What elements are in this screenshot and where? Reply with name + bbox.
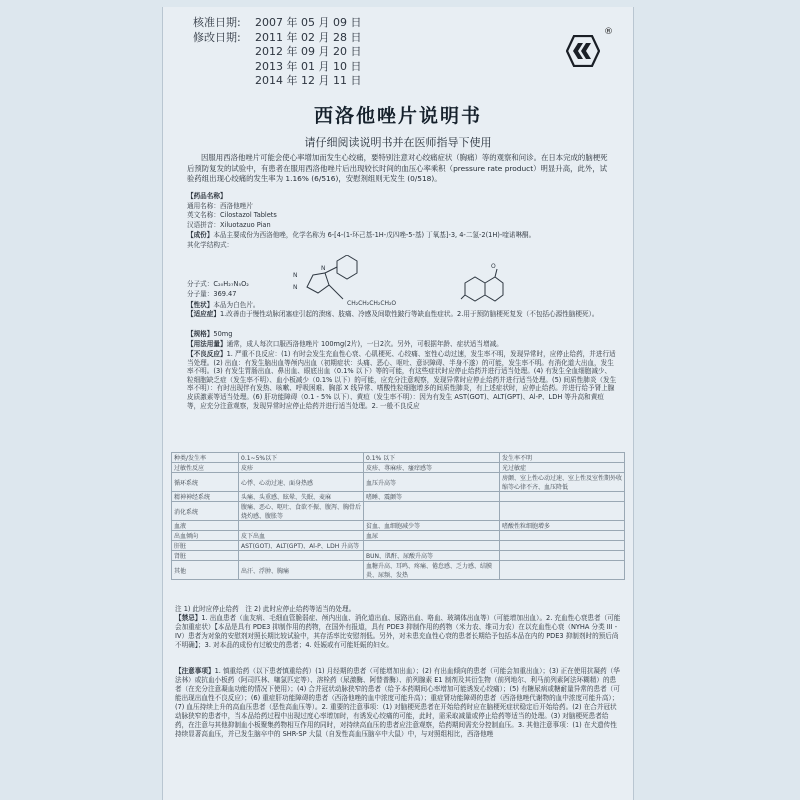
table-cell: 皮下出血 (239, 531, 364, 541)
section-heading: 【成份】 (187, 231, 214, 239)
adverse-section (187, 350, 617, 410)
table-cell: 房颤、室上性心动过速、室上性及室性期外收缩等心律不齐、血压降低 (500, 473, 625, 492)
table-cell: 肝脏 (172, 541, 239, 551)
table-row (172, 531, 625, 541)
table-cell: 过敏性反应 (172, 463, 239, 473)
table-row (172, 463, 625, 473)
adverse-text: 1. 严重不良反应：(1) 有时会发生充血性心衰、心肌梗死、心绞痛、室性心动过速，发生率不明，发现异常时，应停止给药，并进行适当处理。(2) 出血：有发生脑出血等颅内出血（初期症状：头痛、恶心、呕吐、意识障碍、半身不遂）的可能，发生率不明。有消化道大出血，发生率不明。(3) 有发生胃肠出血、鼻出血、眼底出血（0.1% 以下）等的可能，有这些症状时应停止给药并进行适当处理。(4) 有发生全血细胞减少、粒细胞缺乏症（发生率不明）、血小板减少（0.1% 以下）的可能，应充分注意观察，发现异常时应停止给药并进行适当处理。(5) 间质性肺炎（发生率不明）：有时出现伴有发热、咳嗽、呼吸困难、胸部 X 线异常、嗜酸性粒细胞增多的间质性肺炎，有上述症状时，应停止给药。并进行给予肾上腺皮质激素等适当处理。(6) 肝功能障碍（0.1 - 5% 以下）、黄疸（发生率不明）：因为有发生 AST(GOT)、ALT(GPT)、Al-P、LDH 等升高和黄疸等，应充分注意观察，发现异常时应停止给药并进行适当处理。2. 一般不良反应 (187, 350, 617, 410)
company-logo-icon (566, 35, 600, 67)
section-heading: 【禁忌】 (175, 614, 202, 622)
table-cell: 出汗、浮肿、胸痛 (239, 561, 364, 580)
indications-text: 1.改善由于慢性动脉闭塞症引起的溃疡、肢痛、冷感及间歇性跛行等缺血性症状。2.用于预防脑梗死复发（不包括心源性脑梗死）。 (219, 310, 599, 318)
date-label: 修改日期: (193, 30, 241, 44)
registered-mark: ® (604, 27, 613, 37)
section-heading: 【规格】 (187, 330, 214, 338)
traits-text: 本品为白色片。 (213, 301, 260, 309)
formula-section (187, 280, 617, 299)
drug-name-section (187, 192, 617, 230)
table-cell: 心悸、心动过速、面身热感 (239, 473, 364, 492)
date-row (193, 31, 361, 46)
table-cell: 头痛、头重感、眩晕、失眠、麦麻 (239, 492, 364, 502)
table-header-cell: 0.1~5%以下 (239, 453, 364, 463)
date-value: 2007 年 05 月 09 日 (255, 16, 362, 29)
leaflet-page (162, 7, 634, 800)
pinyin-name: 汉语拼音：Xiluotazuo Pian (187, 220, 271, 229)
generic-name: 通用名称：西洛他唑片 (187, 201, 253, 210)
date-value: 2014 年 12 月 11 日 (255, 74, 362, 88)
table-cell: 血压升高等 (364, 473, 500, 492)
table-cell (364, 541, 500, 551)
spec-text: 50mg (213, 330, 233, 338)
molecular-weight: 分子量：369.47 (187, 289, 237, 298)
document-title: 西洛他唑片说明书 (313, 105, 482, 127)
table-footnote: 注 1) 此时应停止给药 注 2) 此时应停止给药等适当的处理。 (175, 605, 356, 613)
alkyl-chain-label: CH₂CH₂CH₂CH₂O (347, 300, 397, 307)
table-cell: 血糖升高、耳鸣、疼痛、倦怠感、乏力感、结膜炎、尿频、发热 (364, 561, 500, 580)
molecular-formula: 分子式：C₂₀H₂₇N₅O₂ (187, 280, 249, 288)
warning-box-text: 因服用西洛他唑片可能会使心率增加而发生心绞痛，要特别注意对心绞痛症状（胸痛）等的观察和问诊。在日本完成的脑梗死后预防复发的试验中，有患者在服用西洛他唑片后出现较长时间的血压心率乘积（pressure rate product）明显升高，此外，试验药组出现心绞痛的发生率为 1.16% (6/516)，安慰剂组则无发生 (0/518)。 (187, 153, 608, 184)
svg-text:N: N (293, 284, 298, 291)
date-row (193, 45, 361, 60)
english-name: 英文名称：Cilostazol Tablets (187, 211, 277, 220)
date-value: 2013 年 01 月 10 日 (255, 59, 362, 73)
svg-text:N: N (321, 265, 326, 272)
table-cell (500, 551, 625, 561)
table-cell: 精神神经系统 (172, 492, 239, 502)
table-row (172, 492, 625, 502)
table-cell: 血液 (172, 521, 239, 531)
section-heading: 【用法用量】 (187, 340, 227, 348)
precautions-section (175, 667, 621, 739)
table-header-cell: 0.1% 以下 (364, 453, 500, 463)
precautions-text: 1. 慎重给药（以下患者慎重给药）(1) 月经期的患者（可能增加出血）；(2) 有出血倾向的患者（可能会加重出血）；(3) 正在使用抗凝药（华法林）或抗血小板药（阿司匹林、噻氯匹定等）、溶栓药（尿激酶、阿替普酶）、前列腺素 E1 制剂及其衍生物（前列地尔、利马前列素阿法环糊精）的患者（在充分注意凝血功能的情况下使用）；(4) 合并冠状动脉狭窄的患者（给予本药期间心率增加可能诱发心绞痛）；(5) 有糖尿病或糖耐量异常的患者（可能出现出血性不良反应）；(6) 重症肝功能障碍的患者（西洛他唑的血中浓度可能升高）；重症肾功能障碍的患者（西洛他唑代谢物的血中浓度可能升高）；(7) 血压持续上升的高血压患者（恶性高血压等）。2. 重要的注意事项：(1) 对脑梗死患者在开始给药时应在脑梗死症状稳定后开始给药。(2) 在合并冠状动脉狭窄的患者中，当本品给药过程中出现过度心率增加时，有诱发心绞痛的可能，此时，需采取减量或停止给药等适当的处理。(3) 对脑梗死患者给药，在注意与其他抑制血小板聚集药物相互作用的同时，对持续高血压的患者应注意观察，给药期间需充分控制血压。3. 其他注意事项：(1) 在犬遗传性持续显著高血压，并已发生脑卒中的 SHR-SP 大鼠（自发性高血压脑卒中大鼠）中，与对照组相比，西洛他唑 (175, 667, 620, 738)
table-cell (239, 551, 364, 561)
table-cell (500, 502, 625, 521)
section-heading: 【注意事项】 (175, 667, 215, 675)
table-cell: 腹痛、恶心、呕吐、食欲不振、腹泻、胸骨后烧灼感、腹胀等 (239, 502, 364, 521)
table-cell: 光过敏症 (500, 463, 625, 473)
table-cell (239, 521, 364, 531)
table-cell: 皮疹、荨麻疹、瘙痒感等 (364, 463, 500, 473)
section-heading: 【性状】 (187, 301, 214, 309)
table-cell: 其他 (172, 561, 239, 580)
table-cell (500, 561, 625, 580)
contraindications-section (175, 614, 621, 650)
date-row (193, 74, 361, 89)
contraindications-text: 1. 出血患者（血友病、毛细血管脆弱症、颅内出血、消化道出血、尿路出血、咯血、玻璃体出血等）（可能增加出血）。2. 充血性心衰患者（可能会加重症状）【本品是具有 PDE3 抑制作用的药物，在国外有报道，具有 PDE3 抑制作用的药物（米力农、维司力农）在以充血性心衰（NYHA 分类 III - IV）患者为对象的安慰剂对照长期比较试验中，其存活率比安慰剂低。另外，对未患充血性心衰的患者长期给予包括本品在内的 PDE3 抑制剂时的预后尚不明确】；3. 对本品的成份有过敏史的患者；4. 妊娠或有可能妊娠的妇女。 (175, 614, 621, 649)
table-row (172, 541, 625, 551)
table-header-row (172, 453, 625, 463)
table-cell (500, 531, 625, 541)
table-cell: 肾脏 (172, 551, 239, 561)
table-cell (364, 502, 500, 521)
section-heading: 【适应症】 (187, 310, 220, 318)
dosage-text: 通常，成人每次口服西洛他唑片 100mg(2片)，一日2次。另外，可根据年龄、症状适当增减。 (226, 340, 503, 348)
dosage-section (187, 340, 617, 350)
section-heading: 【药品名称】 (187, 192, 227, 200)
composition-section (187, 231, 617, 250)
table-cell: 循环系统 (172, 473, 239, 492)
document-subtitle: 请仔细阅读说明书并在医师指导下使用 (304, 136, 492, 149)
svg-text:O: O (491, 263, 496, 270)
indications-section (187, 310, 617, 320)
table-header-cell: 种类/发生率 (172, 453, 239, 463)
table-row (172, 473, 625, 492)
table-row (172, 551, 625, 561)
table-cell: 血尿 (364, 531, 500, 541)
table-cell: AST(GOT)、ALT(GPT)、Al-P、LDH 升高等 (239, 541, 364, 551)
table-cell: 贫血、血细胞减少等 (364, 521, 500, 531)
svg-text:N: N (293, 272, 298, 279)
table-row (172, 561, 625, 580)
composition-text: 本品主要成份为西洛他唑，化学名称为 6-[4-(1-环己基-1H-戊四唑-5-基) 丁氧基]-3, 4-二氢-2(1H)-喹诺啉酮。 (213, 231, 536, 239)
date-row (193, 60, 361, 75)
approval-dates (193, 16, 361, 89)
table-cell (500, 541, 625, 551)
adverse-reaction-table (171, 452, 625, 580)
spec-section (187, 330, 617, 340)
date-row (193, 16, 361, 31)
table-row (172, 521, 625, 531)
structure-label: 其化学结构式： (187, 240, 234, 249)
table-cell: 出血倾向 (172, 531, 239, 541)
table-row (172, 502, 625, 521)
date-value: 2012 年 09 月 20 日 (255, 45, 362, 59)
table-cell: 嗜睡、震颤等 (364, 492, 500, 502)
table-cell (500, 492, 625, 502)
table-cell: 消化系统 (172, 502, 239, 521)
section-heading: 【不良反应】 (187, 350, 227, 358)
table-header-cell: 发生率不明 (500, 453, 625, 463)
table-cell: 嗜酸性粒细胞增多 (500, 521, 625, 531)
table-cell: 皮疹 (239, 463, 364, 473)
table-cell: BUN、肌酐、尿酸升高等 (364, 551, 500, 561)
date-value: 2011 年 02 月 28 日 (255, 30, 362, 44)
date-label: 核准日期: (193, 16, 241, 29)
